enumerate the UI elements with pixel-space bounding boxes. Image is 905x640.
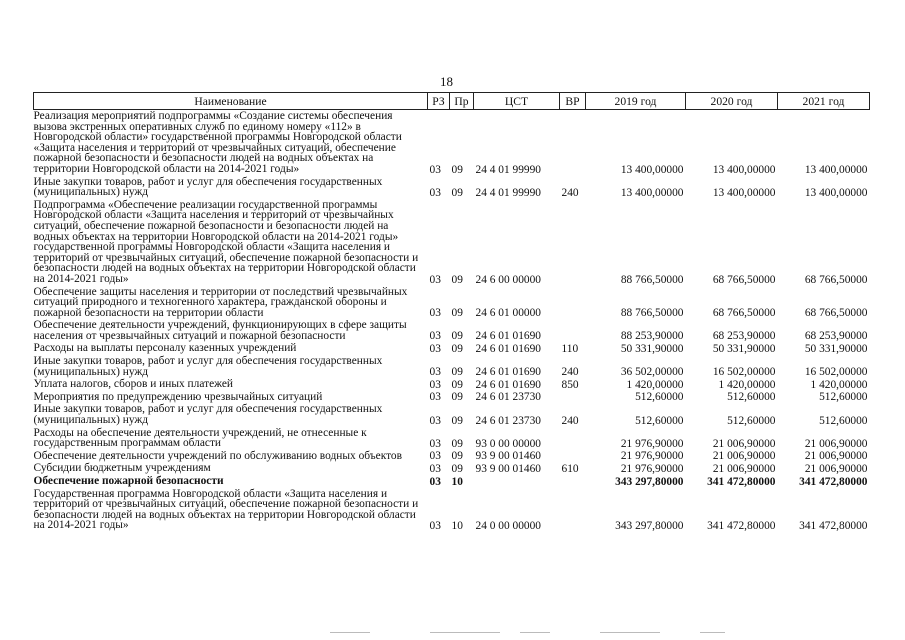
row-rz: 03 (429, 163, 441, 176)
scan-artifact-4 (600, 632, 660, 633)
row-2020: 1 420,00000 (718, 378, 776, 391)
row-vr: 240 (561, 186, 579, 199)
row-2020: 512,60000 (727, 414, 776, 427)
page-number: 18 (440, 74, 453, 89)
row-rz: 03 (429, 186, 441, 199)
row-name: Уплата налогов, сборов и иных платежей (33, 378, 233, 391)
table-row (34, 427, 870, 450)
row-2019: 13 400,00000 (620, 163, 684, 176)
row-rz: 03 (429, 475, 441, 488)
table-row (34, 391, 870, 404)
row-name: Государственная программа Новгородской области «Защита населения и территорий от чрезвычайных ситуаций, обеспечение пожарной безопасности и безопасности людей на водных объектах на территории Новгородской области на 2014-2021 годы» (33, 487, 419, 532)
row-2021: 341 472,80000 (799, 519, 868, 532)
row-2020: 13 400,00000 (712, 186, 776, 199)
row-vr: 610 (561, 463, 579, 475)
row-cst: 93 9 00 01460 (475, 450, 541, 463)
table-row (34, 488, 870, 532)
row-name: Обеспечение деятельности учреждений, функционирующих в сфере защиты населения от чрезвычайных ситуаций и пожарной безопасности (33, 319, 407, 342)
row-2021: 1 420,00000 (810, 378, 868, 391)
row-2020: 68 766,50000 (712, 307, 776, 320)
row-2021: 68 253,90000 (804, 330, 868, 343)
row-2019: 50 331,90000 (620, 343, 684, 356)
row-cst: 93 0 00 00000 (475, 437, 541, 450)
row-pr: 10 (451, 475, 463, 488)
row-vr (560, 391, 586, 404)
scan-artifact-3 (520, 632, 550, 633)
row-pr: 09 (451, 343, 463, 356)
header-2021: 2021 год (778, 93, 870, 110)
row-2019: 13 400,00000 (620, 186, 684, 199)
row-2021: 16 502,00000 (804, 366, 868, 379)
row-2019: 88 766,50000 (620, 307, 684, 320)
row-2019: 21 976,90000 (620, 450, 684, 463)
table-body (34, 110, 870, 532)
row-cst: 93 9 00 01460 (475, 463, 541, 475)
row-pr: 09 (451, 330, 463, 343)
row-2020: 341 472,80000 (707, 519, 776, 532)
row-pr: 09 (451, 450, 463, 463)
row-2021: 21 006,90000 (804, 437, 868, 450)
row-name: Субсидии бюджетным учреждениям (33, 462, 211, 475)
row-pr: 09 (451, 414, 463, 427)
row-2021: 21 006,90000 (804, 463, 868, 475)
row-cst: 24 6 01 23730 (475, 391, 541, 404)
row-cst: 24 6 01 01690 (475, 366, 541, 379)
row-name: Реализация мероприятий подпрограммы «Создание системы обеспечения вызова экстренных оперативных служб по единому номеру «112» в Новгородской области» государственной программы Новгородской области «Защита населения и территорий от чрезвычайных ситуаций, обеспечение пожарной безопасности и безопасности людей на водных объектах на территории Новгородской области на 2014-2021 годы» (33, 110, 402, 175)
row-name: Расходы на обеспечение деятельности учреждений, не отнесенные к государственным программам области (33, 426, 367, 450)
table-header-row (34, 93, 870, 110)
table-row (34, 450, 870, 463)
header-vr: ВР (560, 93, 586, 110)
row-cst (474, 475, 560, 488)
row-2020: 16 502,00000 (712, 366, 776, 379)
row-2020: 21 006,90000 (712, 450, 776, 463)
row-rz: 03 (429, 391, 441, 404)
row-name: Подпрограмма «Обеспечение реализации государственной программы Новгородской области «Защита населения и территорий от чрезвычайных ситуаций, обеспечение пожарной безопасности и безопасности людей на водных объектах на территории Новгородской области на 2014-2021 годы» государственной программы Новгородской области «Защита населения и территорий от чрезвычайных ситуаций, обеспечение пожарной безопасности и безопасности людей на водных объектах на территории Новгородской области на 2014-2021 годы» (33, 198, 419, 285)
row-rz: 03 (429, 307, 441, 320)
row-2020: 68 766,50000 (712, 273, 776, 286)
row-pr: 09 (451, 307, 463, 320)
row-2021: 512,60000 (819, 391, 868, 404)
row-2020: 341 472,80000 (707, 475, 776, 488)
table-row (34, 462, 870, 475)
header-2019: 2019 год (586, 93, 686, 110)
row-rz: 03 (429, 437, 441, 450)
row-2021: 21 006,90000 (804, 450, 868, 463)
row-2021: 512,60000 (819, 414, 868, 427)
row-2019: 21 976,90000 (620, 437, 684, 450)
table-row (34, 342, 870, 355)
row-2019: 36 502,00000 (620, 366, 684, 379)
row-vr (560, 427, 586, 450)
row-name: Иные закупки товаров, работ и услуг для обеспечения государственных (муниципальных) нужд (33, 175, 383, 199)
row-2020: 68 253,90000 (712, 330, 776, 343)
row-cst: 24 6 01 01690 (475, 378, 541, 391)
row-cst: 24 0 00 00000 (475, 519, 541, 532)
row-name: Мероприятия по предупреждению чрезвычайных ситуаций (33, 390, 323, 403)
row-cst: 24 6 01 01690 (475, 330, 541, 343)
row-pr: 09 (451, 186, 463, 199)
table-row (34, 110, 870, 176)
row-vr (560, 110, 586, 176)
row-vr (560, 319, 586, 342)
row-name: Обеспечение защиты населения и территории от последствий чрезвычайных ситуаций природного и техногенного характера, гражданской обороны и пожарной безопасности на территории области (33, 285, 408, 319)
row-pr: 09 (451, 273, 463, 286)
row-rz: 03 (429, 273, 441, 286)
header-pr: Пр (450, 93, 474, 110)
row-pr: 09 (451, 163, 463, 176)
row-rz: 03 (429, 463, 441, 475)
row-2021: 68 766,50000 (804, 273, 868, 286)
row-rz: 03 (429, 343, 441, 356)
table-row (34, 319, 870, 342)
row-cst: 24 6 01 01690 (475, 343, 541, 356)
scan-artifact-1 (330, 632, 370, 633)
row-2020: 512,60000 (727, 391, 776, 404)
row-pr: 09 (451, 391, 463, 404)
row-rz: 03 (429, 330, 441, 343)
row-cst: 24 6 00 00000 (475, 273, 541, 286)
row-2021: 68 766,50000 (804, 307, 868, 320)
row-pr: 09 (451, 366, 463, 379)
row-2019: 512,60000 (635, 391, 684, 404)
row-rz: 03 (429, 450, 441, 463)
scan-artifact-2 (430, 632, 500, 633)
budget-table (33, 92, 870, 532)
row-2019: 343 297,80000 (615, 475, 684, 488)
row-2019: 88 253,90000 (620, 330, 684, 343)
row-vr (560, 286, 586, 320)
row-2019: 512,60000 (635, 414, 684, 427)
row-2021: 13 400,00000 (804, 186, 868, 199)
row-pr: 10 (451, 519, 463, 532)
row-cst: 24 6 01 00000 (475, 307, 541, 320)
header-rz: РЗ (428, 93, 450, 110)
row-cst: 24 4 01 99990 (475, 186, 541, 199)
row-2019: 21 976,90000 (620, 463, 684, 475)
table-row (34, 403, 870, 426)
header-name: Наименование (34, 93, 428, 110)
row-rz: 03 (429, 414, 441, 427)
row-vr (560, 199, 586, 286)
header-cst: ЦСТ (474, 93, 560, 110)
row-2020: 21 006,90000 (712, 463, 776, 475)
table-row (34, 355, 870, 378)
table-row (34, 199, 870, 286)
row-2019: 88 766,50000 (620, 273, 684, 286)
row-vr (560, 475, 586, 488)
table-row (34, 475, 870, 488)
row-2019: 1 420,00000 (626, 378, 684, 391)
row-name: Иные закупки товаров, работ и услуг для обеспечения государственных (муниципальных) нужд (33, 403, 383, 427)
row-name: Обеспечение деятельности учреждений по обслуживанию водных объектов (33, 449, 403, 462)
row-pr: 09 (451, 437, 463, 450)
table-row (34, 286, 870, 320)
row-2020: 50 331,90000 (712, 343, 776, 356)
row-rz: 03 (429, 366, 441, 379)
row-2021: 50 331,90000 (804, 343, 868, 356)
row-2019: 343 297,80000 (615, 519, 684, 532)
row-2021: 341 472,80000 (799, 475, 868, 488)
row-rz: 03 (429, 378, 441, 391)
header-2020: 2020 год (686, 93, 778, 110)
row-name: Обеспечение пожарной безопасности (33, 475, 224, 487)
row-vr: 240 (561, 366, 579, 379)
scan-artifact-5 (700, 632, 725, 633)
row-name: Расходы на выплаты персоналу казенных учреждений (33, 342, 297, 355)
row-rz: 03 (429, 519, 441, 532)
row-2020: 21 006,90000 (712, 437, 776, 450)
row-2021: 13 400,00000 (804, 163, 868, 176)
table-row (34, 176, 870, 199)
row-pr: 09 (451, 378, 463, 391)
row-cst: 24 6 01 23730 (475, 414, 541, 427)
row-vr: 850 (561, 378, 579, 391)
row-vr (560, 488, 586, 532)
row-2020: 13 400,00000 (712, 163, 776, 176)
row-name: Иные закупки товаров, работ и услуг для обеспечения государственных (муниципальных) нужд (33, 355, 383, 378)
row-cst: 24 4 01 99990 (475, 163, 541, 176)
row-vr (560, 450, 586, 463)
table-row (34, 378, 870, 391)
row-vr: 240 (561, 414, 579, 427)
row-pr: 09 (451, 463, 463, 475)
row-vr: 110 (561, 343, 579, 356)
